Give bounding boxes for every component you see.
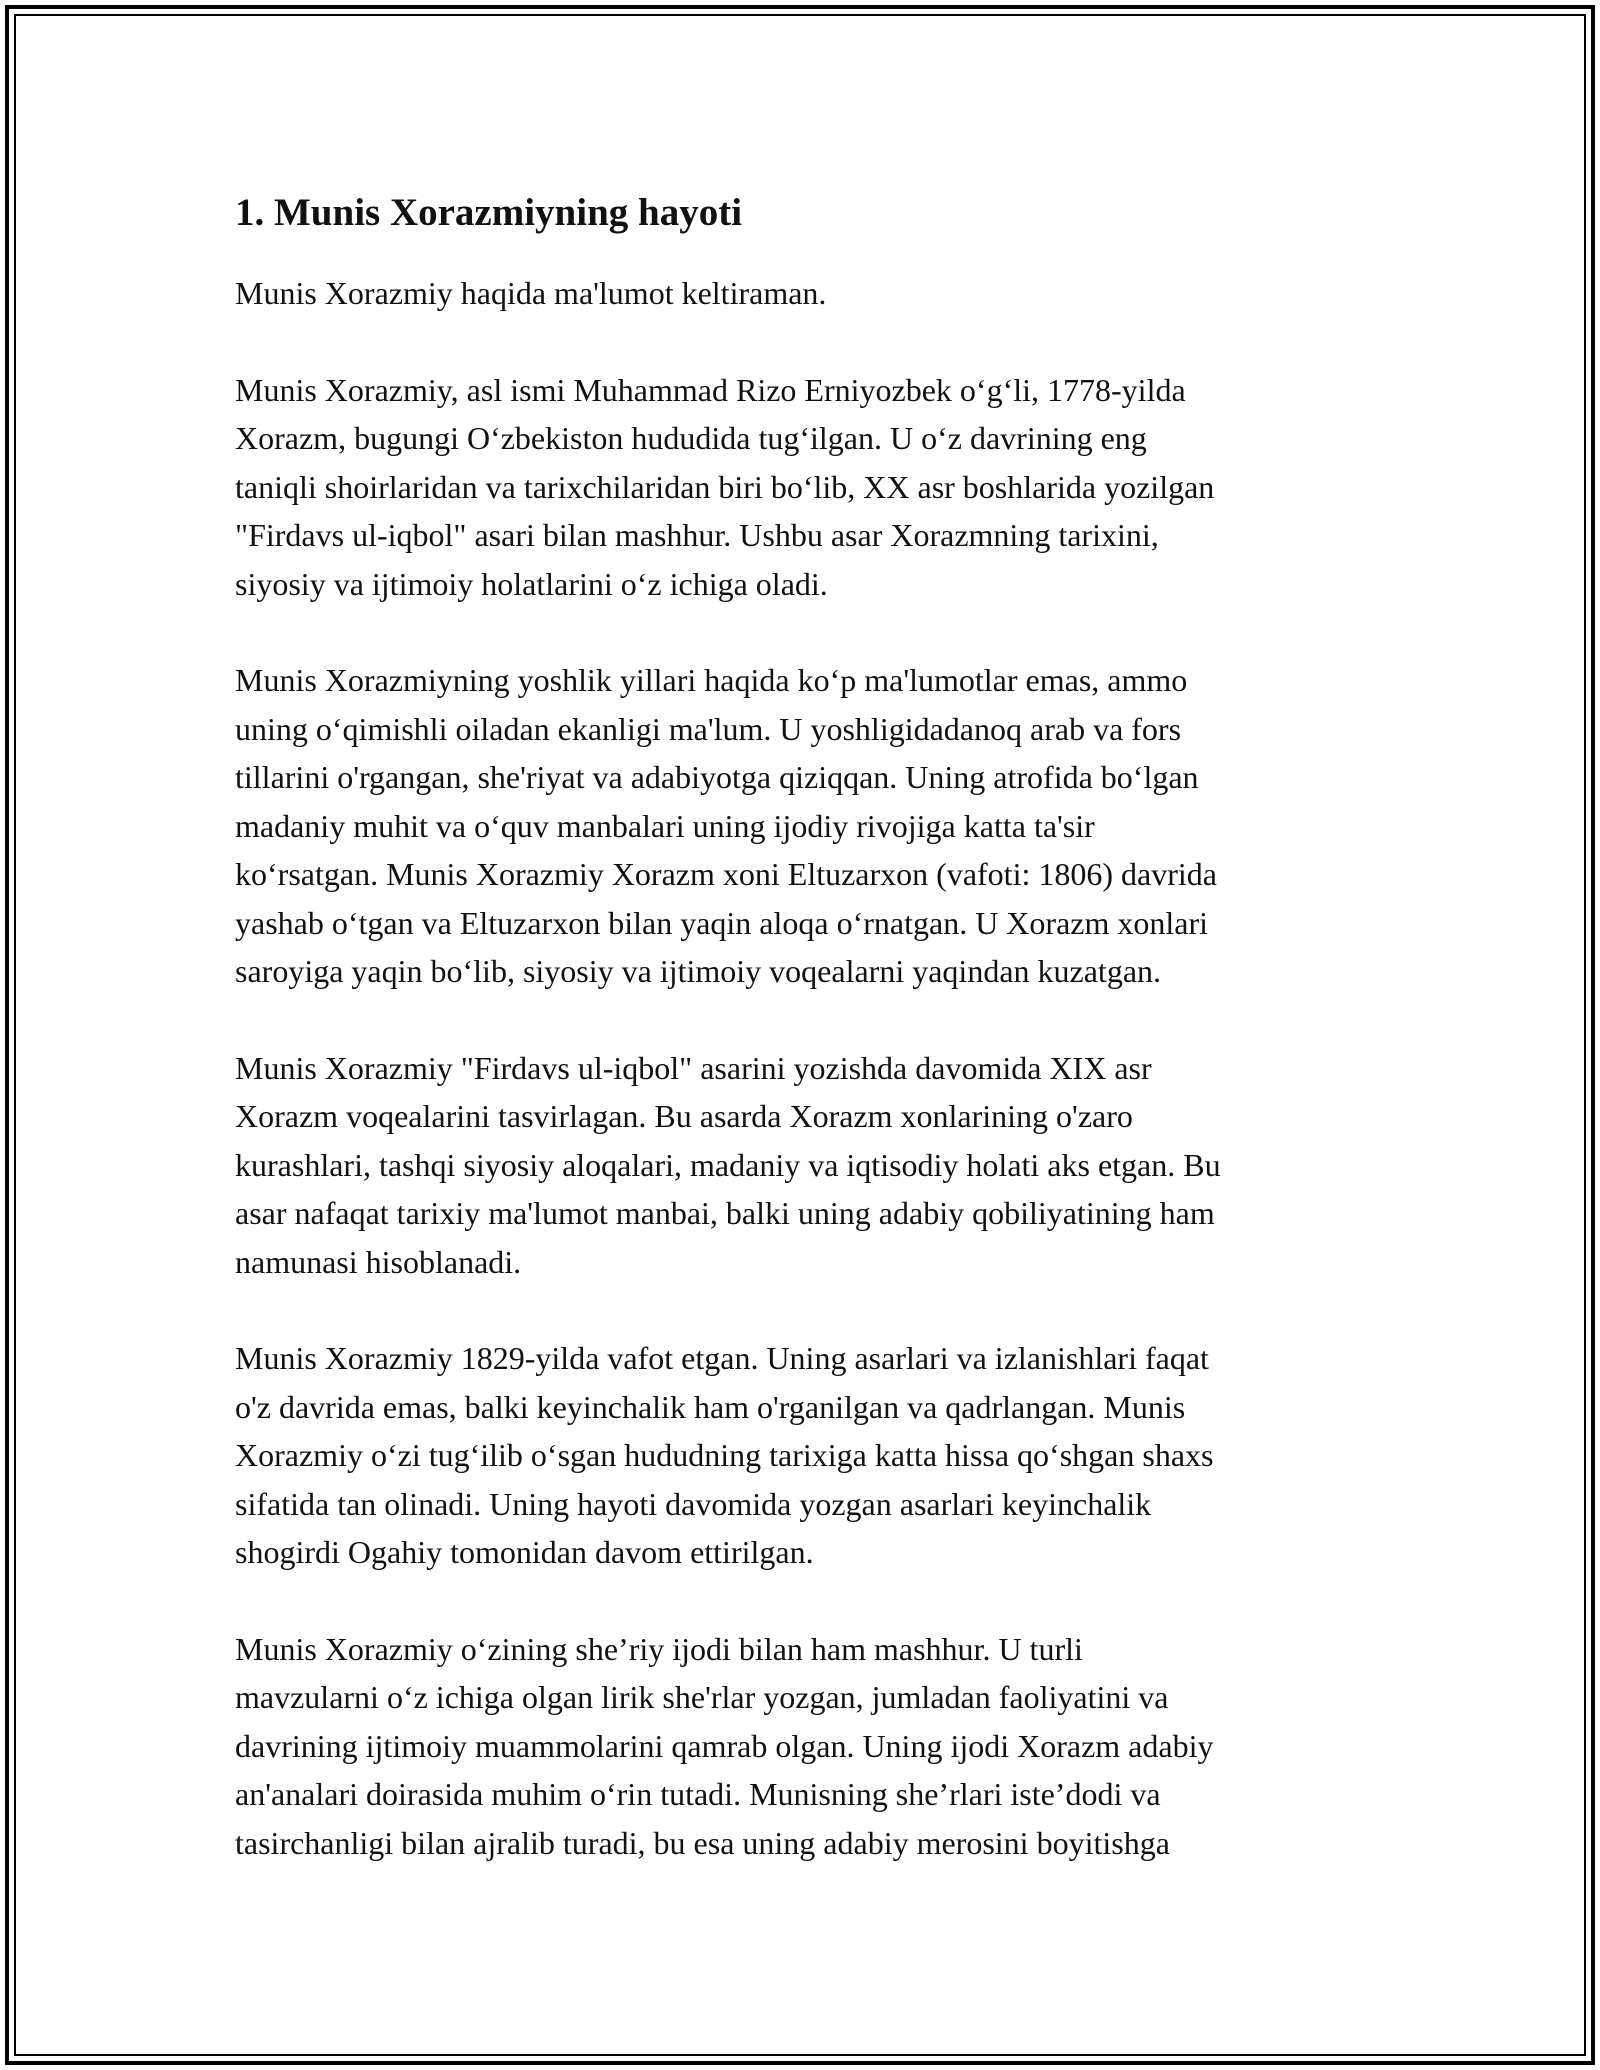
document-body [235, 185, 1385, 1915]
paragraph-poetry: Munis Xorazmiy o‘zining she’riy ijodi bilan ham mashhur. U turli mavzularni o‘z ichiga olgan lirik she'rlar yozgan, jumladan faoliyatini va davrining ijtimoiy muammolarini qamrab olgan. Uning ijodi Xorazm adabiy an'analari doirasida muhim o‘rin tutadi. Munisning she’rlari iste’dodi va tasirchanligi bilan ajralib turadi, bu esa uning adabiy merosini boyitishga [235, 1630, 1214, 1861]
section-heading: 1. Munis Xorazmiyning hayoti [235, 191, 743, 234]
paragraph-birth: Munis Xorazmiy, asl ismi Muhammad Rizo Erniyozbek o‘g‘li, 1778-yilda Xorazm, bugungi O‘zbekiston hududida tug‘ilgan. U o‘z davrining eng taniqli shoirlaridan va tarixchilaridan biri bo‘lib, XX asr boshlarida yozilgan "Firdavs ul-iqbol" asari bilan mashhur. Ushbu asar Xorazmning tarixini, siyosiy va ijtimoiy holatlarini o‘z ichiga oladi. [235, 371, 1215, 602]
paragraph-firdavs: Munis Xorazmiy "Firdavs ul-iqbol" asarini yozishda davomida XIX asr Xorazm voqealarini tasvirlagan. Bu asarda Xorazm xonlarining o'zaro kurashlari, tashqi siyosiy aloqalari, madaniy va iqtisodiy holati aks etgan. Bu asar nafaqat tarixiy ma'lumot manbai, balki uning adabiy qobiliyatining ham namunasi hisoblanadi. [235, 1049, 1221, 1280]
paragraph-intro: Munis Xorazmiy haqida ma'lumot keltiraman. [235, 275, 827, 311]
paragraph-death: Munis Xorazmiy 1829-yilda vafot etgan. Uning asarlari va izlanishlari faqat o'z davrida emas, balki keyinchalik ham o'rganilgan va qadrlangan. Munis Xorazmiy o‘zi tug‘ilib o‘sgan hududning tarixiga katta hissa qo‘shgan shaxs sifatida tan olinadi. Uning hayoti davomida yozgan asarlari keyinchalik shogirdi Ogahiy tomonidan davom ettirilgan. [235, 1340, 1214, 1570]
paragraph-youth: Munis Xorazmiyning yoshlik yillari haqida ko‘p ma'lumotlar emas, ammo uning o‘qimishli oiladan ekanligi ma'lum. U yoshligidadanoq arab va fors tillarini o'rgangan, she'riyat va adabiyotga qiziqqan. Uning atrofida bo‘lgan madaniy muhit va o‘quv manbalari uning ijodiy rivojiga katta ta'sir ko‘rsatgan. Munis Xorazmiy Xorazm xoni Eltuzarxon (vafoti: 1806) davrida yashab o‘tgan va Eltuzarxon bilan yaqin aloqa o‘rnatgan. U Xorazm xonlari saroyiga yaqin bo‘lib, siyosiy va ijtimoiy voqealarni yaqindan kuzatgan. [235, 662, 1217, 989]
